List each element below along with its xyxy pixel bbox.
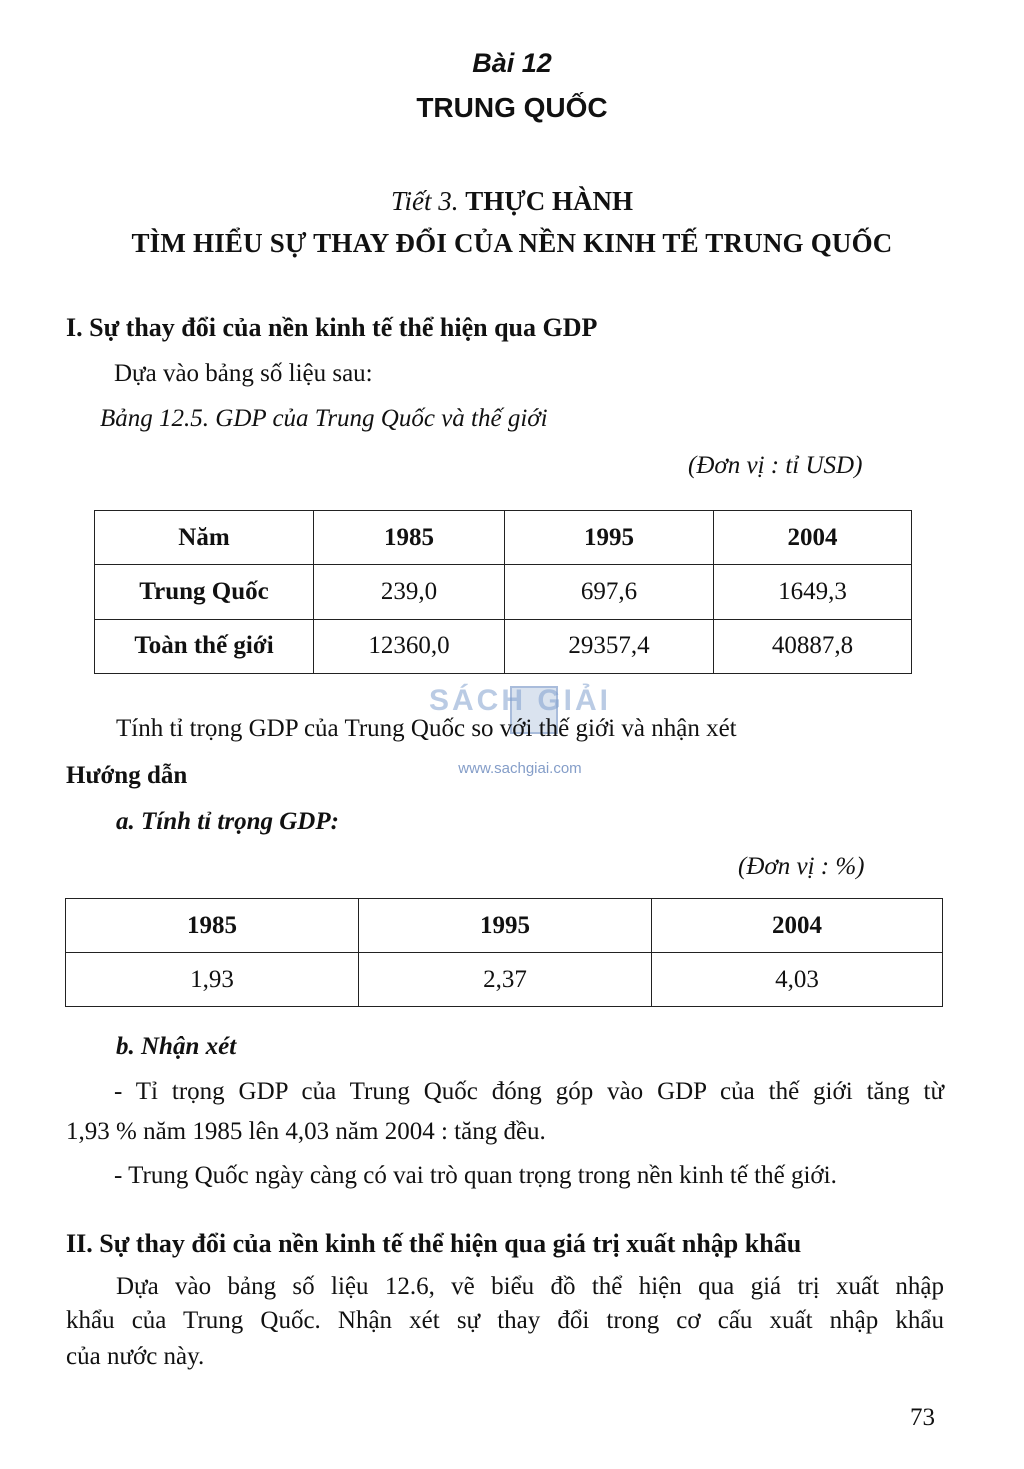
- section1-intro: Dựa vào bảng số liệu sau:: [114, 360, 373, 387]
- guide-heading: Hướng dẫn: [66, 762, 188, 789]
- share-header-2004: 2004: [652, 899, 943, 953]
- gdp-cell: 40887,8: [714, 619, 912, 673]
- gdp-share-table: [65, 898, 943, 1007]
- gdp-header-1995: 1995: [505, 511, 714, 565]
- section2-heading: II. Sự thay đổi của nền kinh tế thể hiện qua giá trị xuất nhập khẩu: [66, 1229, 802, 1258]
- remark2: - Trung Quốc ngày càng có vai trò quan trọng trong nền kinh tế thế giới.: [114, 1162, 837, 1189]
- gdp-cell: 239,0: [314, 565, 505, 619]
- gdp-table-header-row: [95, 511, 912, 565]
- section2-para-line2: khẩu của Trung Quốc. Nhận xét sự thay đổi trong cơ cấu xuất nhập khẩu: [66, 1307, 944, 1334]
- gdp-cell: 1649,3: [714, 565, 912, 619]
- gdp-header-2004: 2004: [714, 511, 912, 565]
- table-row: [95, 619, 912, 673]
- page-number: 73: [910, 1404, 935, 1431]
- table-row: [95, 565, 912, 619]
- gdp-cell: 29357,4: [505, 619, 714, 673]
- watermark-brand: SÁCH GIẢI: [428, 684, 611, 717]
- remark1-line2: 1,93 % năm 1985 lên 4,03 năm 2004 : tăng đều.: [66, 1118, 546, 1145]
- share-table-header-row: [66, 899, 943, 953]
- gdp-row-label-world: Toàn thế giới: [95, 619, 314, 673]
- gdp-header-1985: 1985: [314, 511, 505, 565]
- practice-subtitle: TÌM HIỂU SỰ THAY ĐỔI CỦA NỀN KINH TẾ TRUNG QUỐC: [131, 228, 893, 258]
- gdp-cell: 697,6: [505, 565, 714, 619]
- watermark-url: www.sachgiai.com: [458, 760, 582, 777]
- period-heading: [0, 186, 1024, 217]
- part-b-heading: b. Nhận xét: [116, 1033, 237, 1060]
- share-header-1985: 1985: [66, 899, 359, 953]
- gdp-table: [94, 510, 912, 674]
- lesson-number: Bài 12: [472, 48, 552, 78]
- table-caption: Bảng 12.5. GDP của Trung Quốc và thế giới: [100, 405, 548, 432]
- remark1-line1: - Tỉ trọng GDP của Trung Quốc đóng góp vào GDP của thế giới tăng từ: [114, 1078, 944, 1105]
- period-label: Tiết 3.: [390, 186, 459, 216]
- section2-para-line1: Dựa vào bảng số liệu 12.6, vẽ biểu đồ thể hiện qua giá trị xuất nhập: [116, 1273, 944, 1300]
- section2-para-line3: của nước này.: [66, 1343, 205, 1370]
- part-a-heading: a. Tính tỉ trọng GDP:: [116, 808, 339, 835]
- gdp-row-label-china: Trung Quốc: [95, 565, 314, 619]
- share-unit: (Đơn vị : %): [738, 853, 865, 880]
- table-unit: (Đơn vị : tỉ USD): [688, 452, 863, 479]
- section1-task: Tính tỉ trọng GDP của Trung Quốc so với thế giới và nhận xét: [116, 715, 737, 742]
- table-row: [66, 953, 943, 1007]
- gdp-cell: 12360,0: [314, 619, 505, 673]
- lesson-title: TRUNG QUỐC: [416, 92, 608, 123]
- gdp-header-year: Năm: [95, 511, 314, 565]
- share-cell: 4,03: [652, 953, 943, 1007]
- section1-heading: I. Sự thay đổi của nền kinh tế thể hiện qua GDP: [66, 313, 598, 342]
- share-cell: 1,93: [66, 953, 359, 1007]
- share-header-1995: 1995: [359, 899, 652, 953]
- share-cell: 2,37: [359, 953, 652, 1007]
- period-title: THỰC HÀNH: [465, 186, 633, 216]
